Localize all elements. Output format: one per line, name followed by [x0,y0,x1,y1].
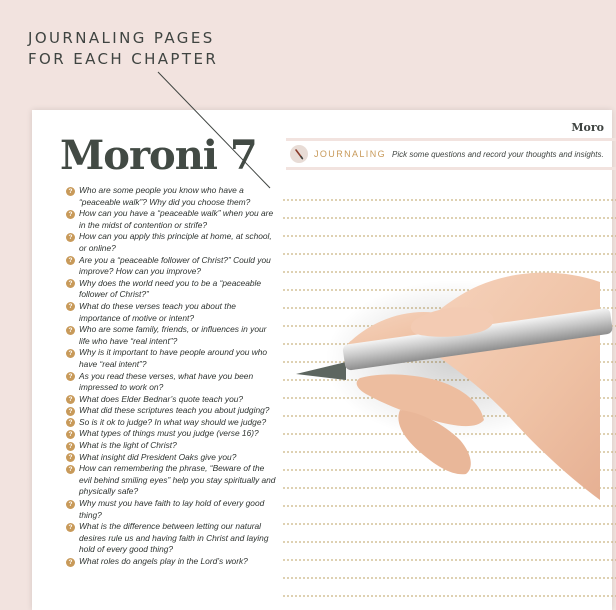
question-circle-icon: ? [66,442,75,451]
question-text: How can you have a “peaceable walk” when you are in the midst of contention or strife? [79,208,274,230]
question-circle-icon: ? [66,430,75,439]
question-text: What insight did President Oaks give you? [79,451,237,462]
chapter-title: Moroni 7 [60,132,257,179]
question-circle-icon: ? [66,187,75,196]
question-circle-icon: ? [66,302,75,311]
question-circle-icon: ? [66,418,75,427]
question-circle-icon: ? [66,349,75,358]
question-text: What is the light of Christ? [79,440,177,451]
question-circle-icon: ? [66,279,75,288]
question-text: What do these verses teach you about the importance of motive or intent? [79,300,236,323]
question-text: As you read these verses, what have you been impressed to work on? [79,370,254,393]
journaling-instructions: Pick some questions and record your thoughts and insights. [392,149,604,159]
question-circle-icon: ? [66,326,75,335]
question-circle-icon: ? [66,372,75,381]
page-header-title: Moro [571,121,604,134]
question-text: What roles do angels play in the Lord’s work? [79,556,248,566]
question-text: Are you a “peaceable follower of Christ?” Could you improve? How can you improve? [79,254,271,277]
question-text: Who are some people you know who have a “peaceable walk”? Why did you choose them? [79,185,251,207]
question-text: What is the difference between letting our natural desires rule us and having faith in Christ and laying hold of every good thing? [79,521,269,555]
question-text: Who are some family, friends, or influences in your life who have “real intent”? [79,324,267,346]
question-text: Why does the world need you to be a “peaceable follower of Christ?” [79,277,262,300]
question-circle-icon: ? [66,407,75,416]
question-text: How can you apply this principle at home, at school, or online? [79,231,272,253]
caption-line-1: JOURNALING PAGES [28,29,215,47]
question-text: What does Elder Bednar’s quote teach you? [79,393,244,404]
caption-line-2: FOR EACH CHAPTER [28,50,219,68]
question-circle-icon: ? [66,395,75,404]
question-circle-icon: ? [66,500,75,509]
question-text: Why must you have faith to lay hold of every good thing? [79,498,265,520]
question-circle-icon: ? [66,233,75,242]
question-circle-icon: ? [66,523,75,532]
question-circle-icon: ? [66,256,75,265]
question-text: What types of things must you judge (verse 16)? [79,428,259,439]
question-text: What did these scriptures teach you about judging? [79,405,270,416]
question-circle-icon: ? [66,453,75,462]
question-text: How can remembering the phrase, “Beware of the evil behind smiling eyes” help you stay spiritually and physically safe? [79,463,276,497]
question-circle-icon: ? [66,210,75,219]
question-circle-icon: ? [66,465,75,474]
question-circle-icon: ? [66,558,75,567]
question-text: Why is it important to have people around you who have “real intent”? [79,347,268,369]
journaling-label: JOURNALING [314,149,387,159]
question-text: So is it ok to judge? In what way should we judge? [79,416,267,427]
